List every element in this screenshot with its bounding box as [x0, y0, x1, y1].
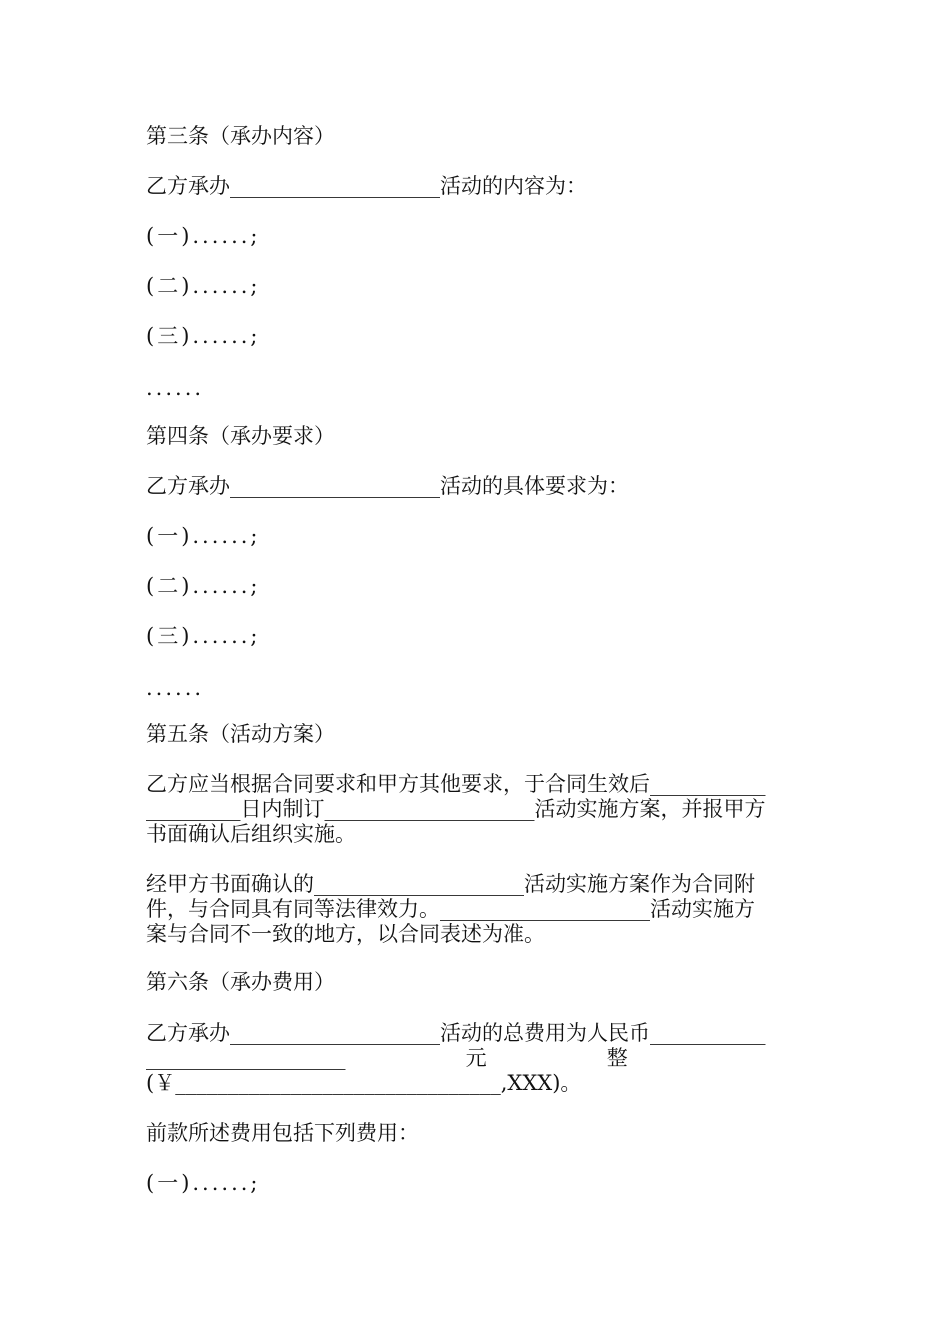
- article-4-intro: 乙方承办____________________活动的具体要求为：: [146, 474, 629, 498]
- article-5-para-2-line-3: 案与合同不一致的地方，以合同表述为准。: [146, 922, 545, 946]
- article-4-item-1: (一)......;: [146, 524, 261, 548]
- article-5-para-1-line-1: 乙方应当根据合同要求和甲方其他要求，于合同生效后___________: [146, 772, 766, 796]
- article-6-item-1: (一)......;: [146, 1171, 261, 1195]
- article-4-heading: 第四条（承办要求）: [146, 424, 335, 448]
- article-3-heading: 第三条（承办内容）: [146, 124, 335, 148]
- article-6-para-1-line-1: 乙方承办____________________活动的总费用为人民币___________: [146, 1021, 766, 1045]
- article-5-para-1-line-3: 书面确认后组织实施。: [146, 822, 356, 846]
- article-3-item-2: (二)......;: [146, 274, 261, 298]
- article-4-item-3: (三)......;: [146, 624, 261, 648]
- article-4-item-2: (二)......;: [146, 574, 261, 598]
- article-5-para-2-line-1: 经甲方书面确认的____________________活动实施方案作为合同附: [146, 872, 755, 896]
- article-3-item-3: (三)......;: [146, 324, 261, 348]
- article-6-para-1-line-3: (￥_______________________________,XXX)。: [146, 1071, 582, 1095]
- article-3-item-1: (一)......;: [146, 224, 261, 248]
- article-3-ellipsis: ......: [146, 376, 205, 400]
- article-5-para-2-line-2: 件，与合同具有同等法律效力。____________________活动实施方: [146, 897, 755, 921]
- article-5-heading: 第五条（活动方案）: [146, 722, 335, 746]
- article-5-para-1-line-2: _________日内制订____________________活动实施方案，并报甲方: [146, 797, 766, 821]
- article-4-ellipsis: ......: [146, 676, 205, 700]
- article-6-heading: 第六条（承办费用）: [146, 970, 335, 994]
- article-6-para-2: 前款所述费用包括下列费用：: [146, 1121, 419, 1145]
- article-3-intro: 乙方承办____________________活动的内容为：: [146, 174, 587, 198]
- article-6-para-1-line-2: ___________________ 元 整: [146, 1046, 628, 1070]
